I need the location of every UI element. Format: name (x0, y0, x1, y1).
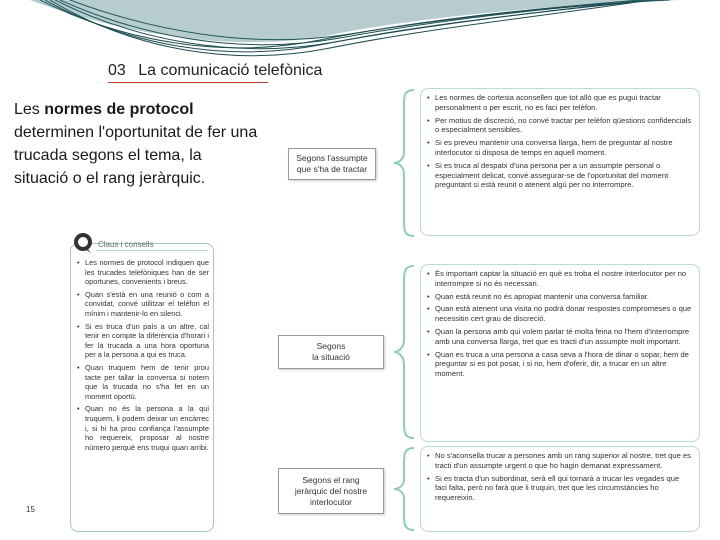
tip-item: • Les normes de protocol indiquen que les trucades telefòniques han de ser oportunes, convenients i breus. (77, 258, 209, 287)
page-number: 15 (26, 505, 35, 514)
rule-item: • És important captar la situació en què es troba el nostre interlocutor per no interrompre si no és necessari. (427, 269, 693, 289)
intro-paragraph (14, 98, 259, 190)
intro-bold-term: normes de protocol (44, 101, 194, 118)
curly-brace (392, 88, 416, 238)
rule-item: • Si es preveu mantenir una conversa llarga, hem de preguntar al nostre interlocutor si disposa de temps en aquell moment. (427, 138, 693, 158)
category-label-line: jeràrquic del nostre (294, 485, 368, 496)
rule-item: • Per motius de discreció, no convé tractar per telèfon qüestions confidencials o especialment sensibles. (427, 116, 693, 136)
section-title-text: La comunicació telefònica (138, 62, 323, 79)
decorative-swirl-banner (0, 0, 720, 70)
rules-panel-rank (420, 446, 700, 532)
category-subject (288, 148, 376, 180)
title-underline (108, 82, 268, 83)
curly-brace (392, 446, 416, 532)
intro-text-start: Les (14, 101, 45, 118)
section-number: 03 (108, 62, 126, 79)
tip-item: • Quan no és la persona a la qui truquem, li podem deixar un encàrrec i, si hi ha prou confiança l'assumpte ho requereix, proposar al nostre número perquè ens truqui quan arribi. (77, 404, 209, 452)
rule-item: • Quan està reunit no és apropiat mantenir una conversa familiar. (427, 292, 693, 302)
tip-item: • Quan s'està en una reunió o com a convidat, convé utilitzar el telèfon el mínim i mantenir-lo en silenci. (77, 290, 209, 319)
curly-brace (392, 264, 416, 440)
rule-item: • Quan es truca a una persona a casa seva a l'hora de dinar o sopar, hem de preguntar si es pot posar, i si no, hem d'oferir, dir, a trucar en un altre moment. (427, 350, 693, 379)
tips-panel (70, 243, 214, 532)
tips-title-rule (96, 250, 208, 251)
category-label-line: interlocutor (309, 496, 353, 507)
category-label-line: la situació (312, 352, 350, 362)
rule-item: • Si es truca al despatx d'una persona per a un assumpte personal o especialment delicat, convé assegurar-se de l'oportunitat del moment preguntant si està reunit o atenent algú per no interrompre. (427, 161, 693, 190)
category-label-line: Segons el rang (302, 474, 360, 485)
rules-panel-subject (420, 88, 700, 236)
rule-item: • No s'aconsella trucar a persones amb un rang superior al nostre, tret que es tracti d'un assumpte urgent o que ho hagin demanat expressament. (427, 451, 693, 471)
tip-item: • Si es truca d'un país a un altre, cal tenir en compte la diferència d'horari i fer la trucada a una hora oportuna per a la persona a qui es truca. (77, 322, 209, 360)
tips-list (77, 258, 209, 455)
rules-panel-situation (420, 264, 700, 442)
category-situation (278, 335, 384, 369)
section-title (108, 62, 322, 80)
intro-text-end: determinen l'oportunitat de fer una trucada segons el tema, la situació o el rang jeràrquic. (14, 124, 258, 187)
category-rank (278, 468, 384, 514)
rule-item: • Les normes de cortesia aconsellen que tot allò que es pugui tractar personalment o per escrit, no es faci per telèfon. (427, 93, 693, 113)
tip-item: • Quan truquem hem de tenir prou tacte per tallar la conversa si notem que la trucada no s'ha fet en un moment oportú. (77, 363, 209, 401)
category-label-line: Segons (316, 341, 346, 351)
rule-item: • Quan està atenent una visita no podrà donar respostes compromeses o que necessitin cert grau de discreció. (427, 304, 693, 324)
category-label-line: Segons l'assumpte (296, 153, 368, 163)
rule-item: • Si es tracta d'un subordinat, serà ell qui tornarà a trucar les vegades que faci falta, però no farà que li truquin, tret que les circumstàncies ho requereixin. (427, 474, 693, 503)
category-label-line: que s'ha de tractar (296, 164, 368, 174)
tips-title: Claus i consells (98, 240, 154, 249)
speech-bubble-icon (72, 232, 94, 254)
rule-item: • Quan la persona amb qui volem parlar té molta feina no l'hem d'interrompre amb una conversa llarga, tret que es tracti d'un assumpte molt important. (427, 327, 693, 347)
